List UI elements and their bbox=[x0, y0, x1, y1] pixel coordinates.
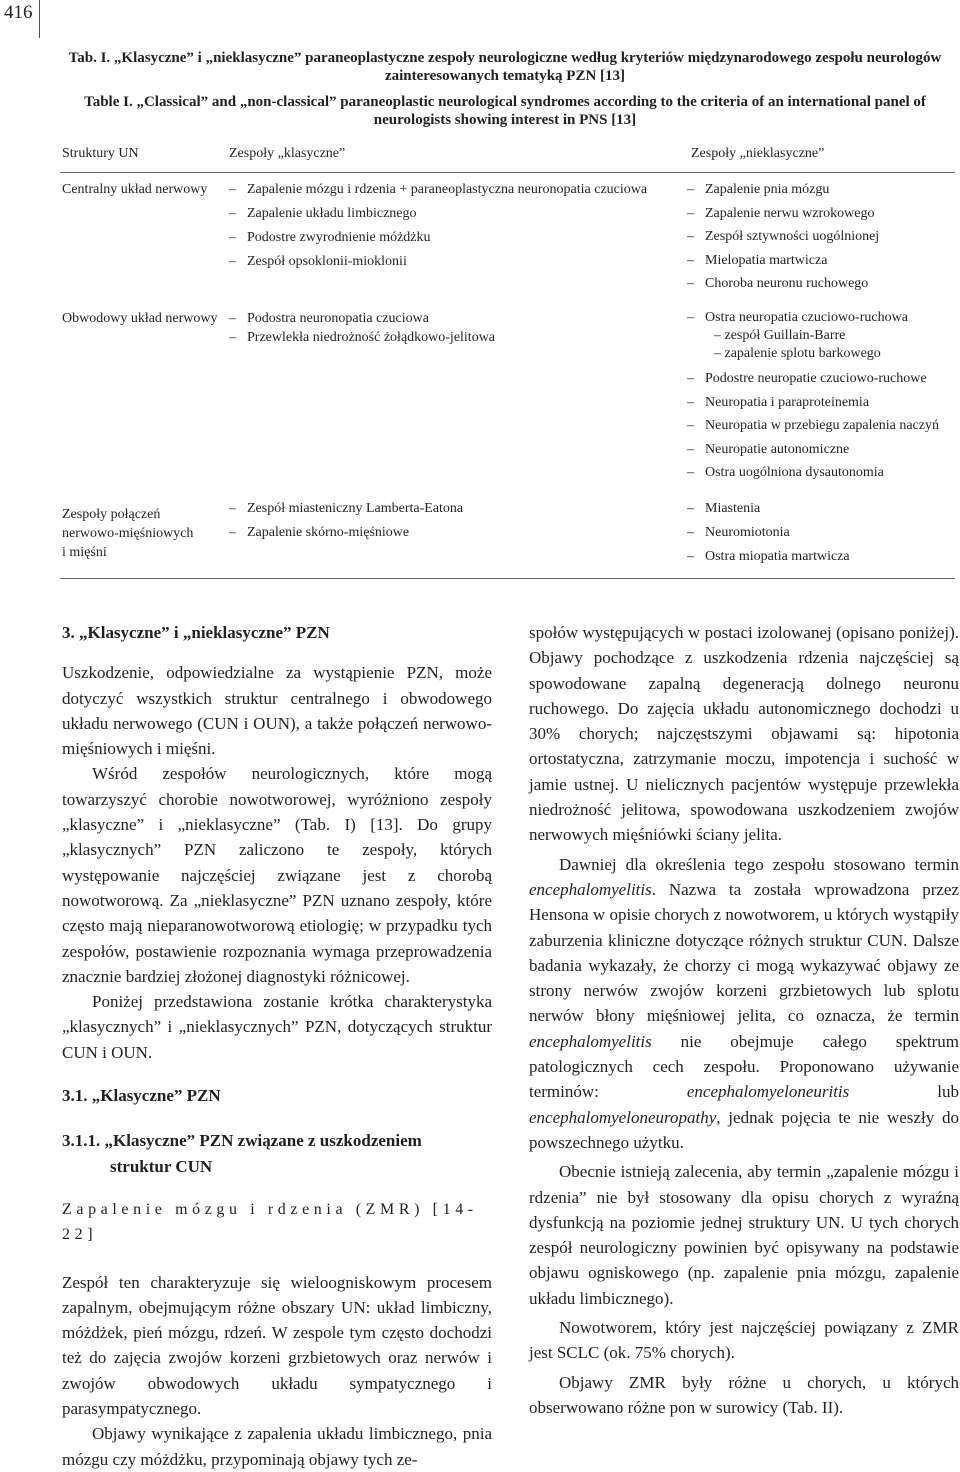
row-structure: Obwodowy układ nerwowy bbox=[62, 311, 218, 326]
table-caption-polish: Tab. I. „Klasyczne” i „nieklasyczne” paraneoplastyczne zespoły neurologiczne według kryteriów międzynarodowego zespołu neurologów zainteresowanych tematyką PZN [13] bbox=[68, 50, 942, 84]
list-item: – Zapalenie nerwu wzrokowego bbox=[687, 205, 875, 221]
list-item: – Mielopatia martwicza bbox=[687, 252, 828, 268]
paragraph: Dawniej dla określenia tego zespołu stosowano termin encephalomyelitis. Nazwa ta została wprowadzona przez Hensona w opisie chorych z nowotworem, u których wystąpiły zaburzenia kliniczne dotyczące różnych struktur CUN. Dalsze badania wykazały, że chorzy ci mogą wykazywać objawy ze strony nerwów zwojów korzeni grzbietowych lub splotu nerwów błony mięśniowej jelita, co oznacza, że termin encephalomyelitis nie obejmuje całego spektrum patologicznych cech zespołu. Proponowano używanie terminów: encephalomyeloneuritis lub encephalomyeloneuropathy, jednak pojęcia te nie weszły do powszechnego użytku. bbox=[529, 854, 959, 1152]
paragraph: Objawy ZMR były różne u chorych, u których obserwowano różne pon w surowicy (Tab. II). bbox=[529, 1372, 959, 1417]
list-item: – Podostra neuronopatia czuciowa bbox=[229, 311, 429, 326]
classic-list bbox=[229, 178, 647, 274]
nonclassic-list bbox=[687, 309, 908, 363]
list-item: – Zespół opsoklonii-mioklonii bbox=[229, 254, 407, 269]
page-number: 416 bbox=[4, 2, 33, 23]
list-item: – Ostra neuropatia czuciowo-ruchowa bbox=[687, 310, 908, 325]
table-header-rule bbox=[60, 172, 955, 173]
list-item: – Przewlekła niedrożność żołądkowo-jelitowa bbox=[229, 330, 496, 345]
table-bottom-rule bbox=[60, 578, 955, 579]
disease-heading: Zapalenie mózgu i rdzenia (ZMR) [14-22] bbox=[62, 1200, 478, 1244]
list-item: – Ostra uogólniona dysautonomia bbox=[687, 465, 884, 480]
list-item: – Zapalenie skórno-mięśniowe bbox=[229, 525, 410, 540]
list-item: – Podostre zwyrodnienie móżdżku bbox=[229, 230, 431, 245]
list-item: – zespół Guillain-Barre bbox=[714, 328, 846, 343]
paragraph: Zespół ten charakteryzuje się wieloogniskowym procesem zapalnym, obejmującym różne obszary UN: układ limbiczny, móżdżek, pień mózgu, rdzeń. W zespole tym często dochodzi też do zajęcia zwojów korzeni grzbietowych oraz nerwów i zwojów obwodowych układu sympatycznego i parasympatycznego. bbox=[62, 1272, 492, 1419]
paragraph: Obecnie istnieją zalecenia, aby termin „zapalenie mózgu i rdzenia” nie był stosowany dla opisu chorych z wyraźną dysfunkcją na poziomie jednej struktury UN. U tych chorych zespół neurologiczny powinien być opisywany na podstawie objawu ogniskowego (np. zapalenie pnia mózgu, zapalenie układu limbicznego). bbox=[529, 1162, 959, 1308]
section-heading: 3. „Klasyczne” i „nieklasyczne” PZN bbox=[62, 623, 330, 642]
nonclassic-list bbox=[687, 497, 850, 569]
list-item: – Zespół sztywności uogólnionej bbox=[687, 229, 880, 244]
list-item: – Neuromiotonia bbox=[687, 525, 790, 540]
classic-list bbox=[229, 497, 463, 545]
right-column bbox=[529, 620, 959, 1420]
paragraph: Uszkodzenie, odpowiedzialne za wystąpienie PZN, może dotyczyć wszystkich struktur centralnego i obwodowego układu nerwowego (CUN i OUN), a także połączeń nerwowo-mięśniowych i mięśni. bbox=[62, 663, 492, 759]
row-structure: Centralny układ nerwowy bbox=[62, 182, 208, 197]
list-item: – zapalenie splotu barkowego bbox=[714, 346, 881, 361]
list-item: – Neuropatia w przebiegu zapalenia naczyń bbox=[687, 418, 939, 433]
list-item: – Zapalenie mózgu i rdzenia + paraneoplastyczna neuronopatia czuciowa bbox=[229, 182, 648, 197]
margin-divider bbox=[39, 0, 40, 38]
subsection-heading: 3.1. „Klasyczne” PZN bbox=[62, 1086, 221, 1106]
row-structure: Zespoły połączeń nerwowo-mięśniowych i mięśni bbox=[62, 507, 194, 560]
paragraph: Poniżej przedstawiona zostanie krótka charakterystyka „klasycznych” i „nieklasycznych” PZN, dotyczących struktur CUN i OUN. bbox=[62, 992, 492, 1062]
list-item: – Choroba neuronu ruchowego bbox=[687, 276, 869, 291]
paragraph: społów występujących w postaci izolowanej (opisano poniżej). Objawy pochodzące z uszkodzenia rdzenia najczęściej są spowodowane zapalną degeneracją dolnego neuronu ruchowego. Do zajęcia układu autonomicznego dochodzi u 30% chorych; najczęstszymi objawami są: hipotonia ortostatyczna, zatrzymanie moczu, impotencja i suchość w jamie ustnej. U nielicznych pacjentów występuje przewlekła niedrożność jelitowa, spowodowana uszkodzeniem zwojów nerwowych mięśniówki ściany jelita. bbox=[529, 623, 959, 845]
list-item: – Miastenia bbox=[687, 501, 761, 516]
list-item: – Neuropatie autonomiczne bbox=[687, 441, 850, 457]
classic-list bbox=[229, 309, 495, 347]
left-column bbox=[62, 620, 492, 1472]
list-item: – Ostra miopatia martwicza bbox=[687, 549, 850, 564]
paragraph: Wśród zespołów neurologicznych, które mogą towarzyszyć chorobie nowotworowej, wyróżniono zespoły „klasyczne” i „nieklasyczne” (Tab. I) [13]. Do grupy „klasycznych” PZN zaliczono te zespoły, których występowanie najczęściej związane jest z chorobą nowotworową. Za „nieklasyczne” PZN uznano zespoły, które często mają nieparanowotworową etiologię; w przypadku tych zespołów, postawienie rozpoznania wymaga przeprowadzenia znacznie bardziej złożonej diagnostyki różnicowej. bbox=[62, 764, 492, 986]
list-item: – Zapalenie pnia mózgu bbox=[687, 182, 830, 197]
list-item: – Podostre neuropatie czuciowo-ruchowe bbox=[687, 371, 927, 386]
paragraph: Objawy wynikające z zapalenia układu limbicznego, pnia mózgu czy móżdżku, przypominają objawy tych ze- bbox=[62, 1424, 492, 1469]
list-item: – Neuropatia i paraproteinemia bbox=[687, 394, 870, 410]
nonclassic-list-cont bbox=[687, 367, 939, 485]
table-header-nonclassic: Zespoły „nieklasyczne” bbox=[691, 146, 825, 161]
table-header-structure: Struktury UN bbox=[62, 146, 139, 161]
subsubsection-heading: 3.1.1. „Klasyczne” PZN związane z uszkodzeniem struktur CUN bbox=[62, 1131, 422, 1176]
table-header-classic: Zespoły „klasyczne” bbox=[229, 146, 346, 161]
list-item: – Zespół miasteniczny Lamberta-Eatona bbox=[229, 501, 464, 516]
table-caption-english: Table I. „Classical” and „non-classical” paraneoplastic neurological syndromes according to the criteria of an international panel of neurologists showing interest in PNS [13] bbox=[84, 94, 926, 128]
nonclassic-list bbox=[687, 178, 879, 296]
paragraph: Nowotworem, który jest najczęściej powiązany z ZMR jest SCLC (ok. 75% chorych). bbox=[529, 1318, 959, 1363]
list-item: – Zapalenie układu limbicznego bbox=[229, 206, 417, 221]
